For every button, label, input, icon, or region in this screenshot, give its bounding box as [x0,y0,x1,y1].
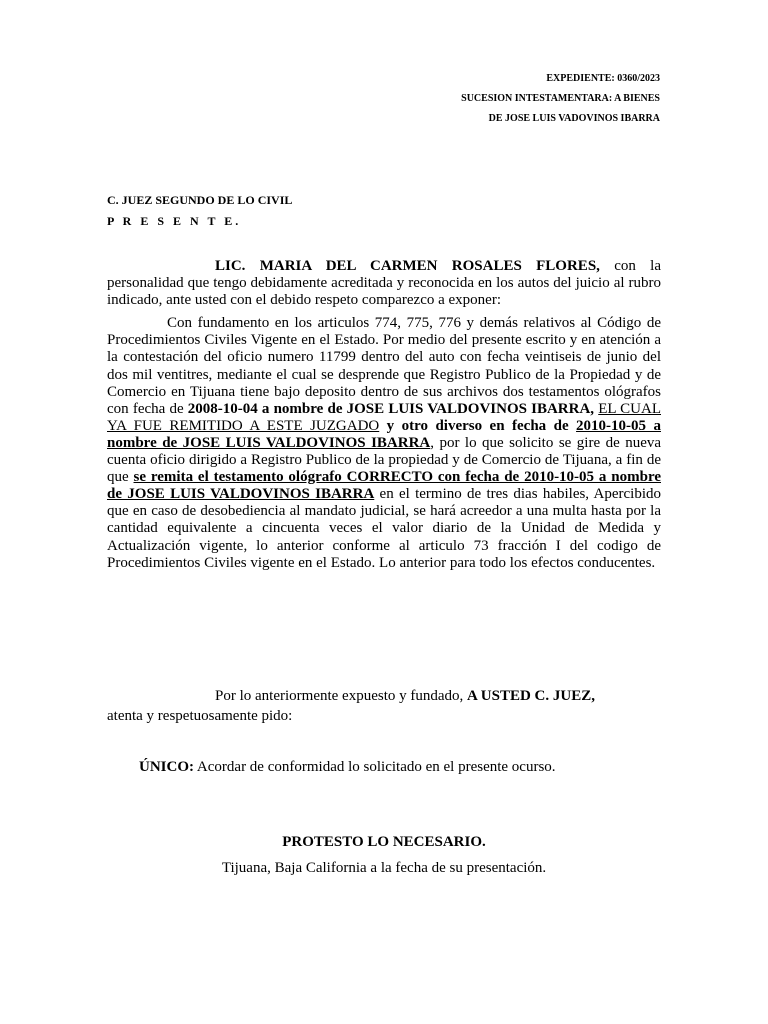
request-text-3: , por lo que solicito se gire de nueva cuenta oficio dirigido a Registro Publico de la propiedad y de Comercio de Tijuana, a fin de que [107,434,662,486]
petition-block [107,686,661,726]
document-body [107,258,661,572]
petition-line [107,686,661,706]
intro-text: con la personalidad que tengo debidamente acreditada y reconocida en los autos del juicio al rubro indicado, ante usted con el debido respeto comparezco a exponer: [107,258,662,309]
unico-block [107,757,693,777]
case-type: SUCESION INTESTAMENTARA: A BIENES [461,93,660,104]
petition-text: Por lo anteriormente expuesto y fundado, [215,688,468,704]
request-text-4: en el termino de tres dias habiles, Apercibido que en caso de desobediencia al mandato judicial, se hará acreedor a una multa hasta por la cantidad equivalente a cincuenta veces el valor diario de la Unidad de Medida y Actualización vigente, lo anterior conforme al articulo 73 fracción I del codigo de Procedimientos Civiles vigente en el Estado. Lo anterior para todo los efectos conducentes. [107,486,661,571]
second-testament-ref: 2010-10-05 a nombre de JOSE LUIS VALDOVINOS IBARRA [107,417,661,451]
attorney-name: LIC. MARIA DEL CARMEN ROSALES FLORES, [215,258,600,274]
second-intro: y otro diverso en fecha de [379,417,577,434]
request-text-1: Con fundamento en los articulos 774, 775, 776 y demás relativos al Código de Procedimientos Civiles Vigente en el Estado. Por medio del presente escrito y en atención a la contestación del oficio numero 11799 dentro del auto con fecha veintiseis de junio del dos mil ventitres, mediante el cual se desprende que Registro Publico de la Propiedad y de Comercio en Tijuana tiene bajo deposito dentro de sus archivos dos testamentos ológrafos con fecha de [107,315,661,417]
addressee [107,190,292,232]
judge-title: C. JUEZ SEGUNDO DE LO CIVIL [107,193,293,207]
already-sent-note: EL CUAL YA FUE REMITIDO A ESTE JUZGADO [107,400,661,434]
petition-closing: atenta y respetuosamente pido: [107,708,293,724]
unico-text: Acordar de conformidad lo solicitado en el presente ocurso. [194,759,556,775]
unico-label: ÚNICO: [139,759,194,775]
case-header [461,69,660,129]
remit-request: se remita el testamento ológrafo CORRECTO con fecha de 2010-10-05 a nombre de JOSE LUIS VALDOVINOS IBARRA [107,469,661,503]
city-date-line: Tijuana, Baja California a la fecha de su presentación. [221,860,547,876]
intro-paragraph [107,258,661,309]
petition-judge: A USTED C. JUEZ, [467,688,595,704]
case-subject: DE JOSE LUIS VADOVINOS IBARRA [488,113,660,124]
request-paragraph [107,315,661,571]
presente-line: P R E S E N T E. [107,214,242,228]
first-testament-ref: 2008-10-04 a nombre de JOSE LUIS VALDOVINOS IBARRA, [187,400,595,417]
protesto-line: PROTESTO LO NECESARIO. [282,834,486,850]
case-number: EXPEDIENTE: 0360/2023 [546,73,660,84]
